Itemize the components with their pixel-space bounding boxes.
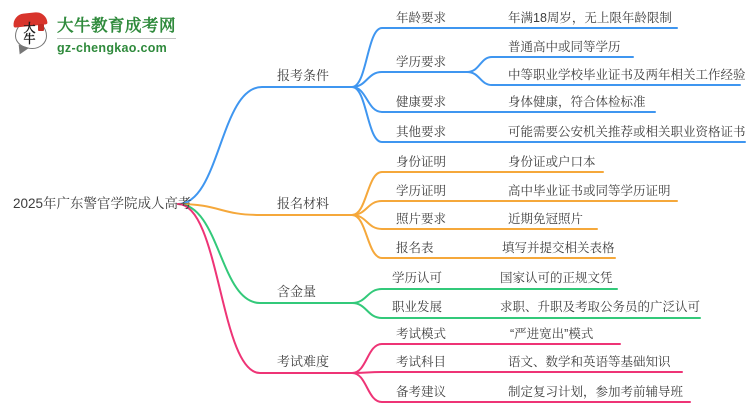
value-prep-advice: 制定复习计划，参加考前辅导班: [508, 385, 684, 399]
logo-site-name: 大牛教育成考网: [57, 17, 176, 35]
root-node: 2025年广东警官学院成人高考: [13, 196, 192, 211]
link-difficulty-subjects: [352, 372, 682, 373]
key-exam-mode: 考试模式: [396, 327, 447, 341]
logo-icon-characters: 大牛: [23, 21, 36, 46]
key-other-requirement: 其他要求: [396, 125, 447, 139]
link-root-conditions: [178, 87, 352, 204]
branch-label-exam-difficulty: 考试难度: [277, 354, 330, 369]
value-diploma-proof: 高中毕业证书或同等学历证明: [508, 184, 671, 198]
value-education-vocational: 中等职业学校毕业证书及两年相关工作经验: [508, 68, 746, 82]
value-education-highschool: 普通高中或同等学历: [508, 40, 621, 54]
logo-red-seal: [38, 24, 44, 31]
branch-label-application-conditions: 报考条件: [277, 68, 330, 83]
value-career-development: 求职、升职及考取公务员的广泛认可: [500, 300, 701, 314]
key-health-requirement: 健康要求: [396, 95, 447, 109]
logo-site-domain: gz-chengkao.com: [57, 38, 176, 55]
link-root-difficulty: [178, 204, 352, 373]
value-exam-mode: “严进宽出”模式: [510, 327, 594, 341]
value-identity-proof: 身份证或户口本: [508, 155, 596, 169]
link-root-value: [178, 204, 352, 303]
value-exam-subjects: 语文、数学和英语等基础知识: [508, 355, 671, 369]
key-education-requirement: 学历要求: [396, 55, 447, 69]
value-health-requirement: 身体健康，符合体检标准: [508, 95, 646, 109]
key-identity-proof: 身份证明: [396, 155, 447, 169]
value-registration-form: 填写并提交相关表格: [502, 241, 615, 255]
key-registration-form: 报名表: [396, 241, 434, 255]
key-age-requirement: 年龄要求: [396, 11, 447, 25]
site-logo[interactable]: [14, 12, 176, 56]
logo-bubble-icon: [14, 12, 50, 56]
key-diploma-proof: 学历证明: [396, 184, 447, 198]
key-career-development: 职业发展: [392, 300, 443, 314]
value-other-requirement: 可能需要公安机关推荐或相关职业资格证书: [508, 125, 746, 139]
branch-label-registration-materials: 报名材料: [277, 196, 330, 211]
branch-label-credential-value: 含金量: [277, 284, 317, 299]
key-prep-advice: 备考建议: [396, 385, 447, 399]
value-age-requirement: 年满18周岁，无上限年龄限制: [508, 11, 672, 25]
logo-text-block: [57, 12, 176, 55]
key-credential-recognition: 学历认可: [392, 271, 443, 285]
key-photo-requirement: 照片要求: [396, 212, 447, 226]
value-photo-requirement: 近期免冠照片: [508, 212, 584, 226]
link-conditions-education: [352, 72, 467, 87]
value-credential-recognition: 国家认可的正规文凭: [500, 271, 613, 285]
key-exam-subjects: 考试科目: [396, 355, 447, 369]
